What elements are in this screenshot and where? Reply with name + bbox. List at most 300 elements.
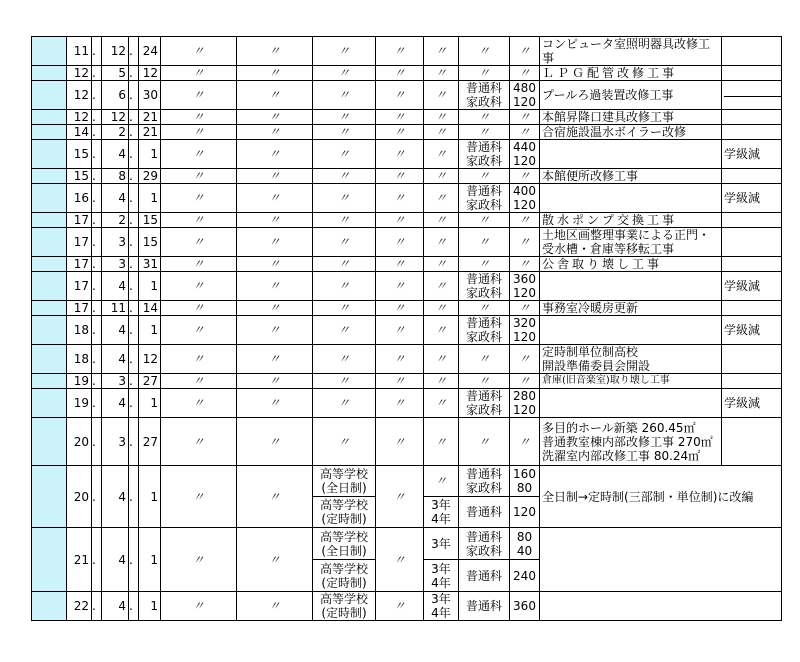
ditto-cell [376,110,424,125]
remark-cell [722,272,782,301]
ditto-mark: 〃 [337,147,350,161]
table-row [32,345,782,374]
ditto-cell [376,592,424,621]
ditto-cell [161,272,237,301]
ditto-cell [161,466,237,528]
ditto-cell [510,125,540,140]
ditto-mark: 〃 [434,191,447,205]
year-value: 12 [73,88,89,102]
department-value: 普通科 [465,568,502,583]
month-cell [102,169,129,184]
month-value: 4 [118,191,126,205]
row-lead-cell [32,528,67,592]
ditto-cell [237,592,313,621]
ditto-mark: 〃 [268,374,281,388]
ditto-mark: 〃 [192,66,205,80]
department-cell [459,592,510,621]
ditto-cell [424,272,459,301]
day-cell [139,272,161,301]
day-cell [139,213,161,228]
dot-cell: . [92,66,102,81]
ditto-mark: 〃 [518,66,531,80]
year-cell [67,418,92,466]
ditto-cell [237,169,313,184]
dot-cell: . [129,389,139,418]
note-cell [540,374,722,389]
dot-cell: . [92,316,102,345]
ditto-mark: 〃 [393,235,406,249]
ditto-cell [237,301,313,316]
day-value: 1 [150,396,158,410]
note-text: 合宿施設温水ボイラー改修 [542,125,687,139]
ditto-mark: 〃 [434,169,447,183]
table-row [32,213,782,228]
ditto-mark: 〃 [268,125,281,139]
ditto-cell [161,257,237,272]
ditto-mark: 〃 [477,66,490,80]
ditto-cell [237,466,313,528]
year-cell [67,374,92,389]
ditto-cell [459,345,510,374]
department-line: 普通科 [465,272,502,286]
ditto-cell [510,169,540,184]
day-value: 27 [142,374,158,388]
note-line: 普通教室棟内部改修工事 270㎡ [542,434,713,449]
capacity-line: 120 [513,403,536,417]
year-value: 11 [73,44,89,58]
day-cell [139,257,161,272]
ditto-mark: 〃 [434,396,447,410]
year-cell [67,110,92,125]
month-cell [102,257,129,272]
ditto-mark: 〃 [393,44,406,58]
ditto-mark: 〃 [268,169,281,183]
dot-cell: . [129,345,139,374]
ditto-mark: 〃 [337,125,350,139]
ditto-cell [459,374,510,389]
remark-cell [722,37,782,66]
ditto-mark: 〃 [337,374,350,388]
year-value: 15 [73,147,89,161]
capacity-line: 280 [513,389,536,403]
ditto-cell [161,301,237,316]
ditto-cell [161,528,237,592]
ditto-cell [313,213,376,228]
ditto-cell [424,418,459,466]
dot-cell: . [92,140,102,169]
ditto-cell [510,374,540,389]
month-value: 4 [118,552,126,567]
ditto-cell [424,110,459,125]
ditto-mark: 〃 [518,235,531,249]
ditto-mark: 〃 [434,474,447,488]
ditto-mark: 〃 [434,235,447,249]
dot-cell: . [129,301,139,316]
year-value: 12 [73,110,89,124]
dot-cell: . [92,125,102,140]
ditto-cell [237,125,313,140]
ditto-cell [424,257,459,272]
day-cell [139,125,161,140]
ditto-mark: 〃 [268,44,281,58]
department-line: 家政科 [465,198,502,212]
note-cell [540,140,722,169]
department-cell [459,560,510,592]
day-cell [139,592,161,621]
ditto-mark: 〃 [192,169,205,183]
grade-line: 3年 [431,498,451,512]
capacity-line: 40 [516,543,533,558]
ditto-mark: 〃 [518,257,531,271]
ditto-mark: 〃 [434,279,447,293]
ditto-cell [237,37,313,66]
school-history-table [31,36,782,621]
table-row [32,125,782,140]
school-line: (全日制) [321,543,367,558]
ditto-mark: 〃 [393,125,406,139]
ditto-mark: 〃 [477,301,490,315]
day-value: 12 [142,352,158,366]
dot-cell: . [92,110,102,125]
note-cell [540,257,722,272]
month-cell [102,592,129,621]
dot-cell: . [92,272,102,301]
department-cell [459,272,510,301]
month-cell [102,213,129,228]
ditto-cell [161,169,237,184]
ditto-cell [313,37,376,66]
ditto-mark: 〃 [477,352,490,366]
ditto-cell [313,301,376,316]
note-cell [540,345,722,374]
ditto-cell [376,257,424,272]
ditto-mark: 〃 [518,213,531,227]
ditto-mark: 〃 [434,110,447,124]
row-lead-cell [32,213,67,228]
ditto-mark: 〃 [393,396,406,410]
school-line: 高等学校 [319,529,368,544]
table-row [32,81,782,110]
ditto-cell [161,81,237,110]
department-line: 普通科 [465,316,502,330]
dot-cell: . [129,213,139,228]
ditto-mark: 〃 [268,301,281,315]
ditto-cell [376,272,424,301]
ditto-mark: 〃 [393,110,406,124]
ditto-cell [237,110,313,125]
ditto-cell [376,466,424,528]
ditto-mark: 〃 [192,88,205,102]
ditto-mark: 〃 [337,235,350,249]
ditto-mark: 〃 [434,374,447,388]
ditto-cell [161,140,237,169]
note-cell [540,301,722,316]
month-cell [102,66,129,81]
note-text: ＬＰＧ配管改修工事 [542,66,678,80]
ditto-cell [313,257,376,272]
day-value: 1 [150,279,158,293]
capacity-cell [510,592,540,621]
dot-cell: . [92,466,102,528]
month-value: 2 [118,125,126,139]
capacity-line: 120 [513,330,536,344]
department-line: 家政科 [465,403,502,417]
ditto-cell [237,184,313,213]
ditto-cell [459,257,510,272]
school-cell [313,466,376,497]
capacity-cell [510,560,540,592]
ditto-mark: 〃 [393,301,406,315]
year-cell [67,316,92,345]
day-cell [139,389,161,418]
school-line: (定時制) [321,512,367,526]
note-cell [540,272,722,301]
ditto-cell [237,81,313,110]
ditto-mark: 〃 [268,110,281,124]
day-value: 30 [142,88,158,102]
dot-cell: . [129,592,139,621]
department-line: 家政科 [465,154,502,168]
ditto-mark: 〃 [434,352,447,366]
note-cell [540,466,782,528]
table-row [32,184,782,213]
ditto-cell [161,213,237,228]
day-value: 1 [150,323,158,337]
department-cell [459,316,510,345]
year-value: 18 [73,323,89,337]
ditto-mark: 〃 [337,396,350,410]
ditto-mark: 〃 [268,352,281,366]
ditto-mark: 〃 [192,110,205,124]
day-cell [139,110,161,125]
capacity-line: 160 [513,467,536,481]
ditto-cell [510,110,540,125]
ditto-cell [376,374,424,389]
year-value: 17 [73,235,89,249]
dot-cell: . [92,213,102,228]
day-cell [139,228,161,257]
note-text: 本館昇降口建具改修工事 [542,110,675,124]
ditto-cell [237,528,313,592]
day-cell [139,140,161,169]
ditto-mark: 〃 [268,147,281,161]
month-value: 5 [118,66,126,80]
ditto-cell [510,37,540,66]
dot-cell: . [92,228,102,257]
ditto-mark: 〃 [337,110,350,124]
school-line: 高等学校 [319,561,368,576]
ditto-mark: 〃 [393,66,406,80]
department-cell [459,184,510,213]
ditto-cell [161,37,237,66]
table-row [32,374,782,389]
ditto-mark: 〃 [192,352,205,366]
row-lead-cell [32,316,67,345]
ditto-cell [313,418,376,466]
ditto-mark: 〃 [192,125,205,139]
note-cell [540,592,782,621]
ditto-mark: 〃 [393,279,406,293]
ditto-cell [376,301,424,316]
day-cell [139,345,161,374]
ditto-cell [510,418,540,466]
ditto-mark: 〃 [268,66,281,80]
capacity-line: 480 [513,81,536,95]
ditto-mark: 〃 [192,434,205,449]
row-lead-cell [32,272,67,301]
note-cell [540,184,722,213]
ditto-mark: 〃 [393,169,406,183]
month-cell [102,374,129,389]
ditto-mark: 〃 [477,235,490,249]
row-lead-cell [32,345,67,374]
table-row [32,592,782,621]
ditto-mark: 〃 [192,374,205,388]
month-cell [102,228,129,257]
row-lead-cell [32,592,67,621]
dot-cell: . [92,418,102,466]
year-cell [67,389,92,418]
year-cell [67,140,92,169]
department-line: 普通科 [465,529,502,544]
table-row [32,37,782,66]
month-cell [102,184,129,213]
ditto-cell [237,228,313,257]
table-row [32,110,782,125]
day-value: 24 [142,44,158,58]
grade-value: 3年 [431,536,451,551]
remark-cell [722,81,782,110]
day-cell [139,374,161,389]
month-cell [102,528,129,592]
year-value: 17 [73,213,89,227]
ditto-cell [313,169,376,184]
school-cell [313,528,376,560]
ditto-mark: 〃 [268,235,281,249]
month-value: 6 [118,88,126,102]
school-line: 高等学校 [319,592,368,606]
ditto-mark: 〃 [518,374,531,388]
capacity-cell [510,140,540,169]
ditto-mark: 〃 [268,279,281,293]
ditto-mark: 〃 [192,213,205,227]
note-cell [540,316,722,345]
ditto-mark: 〃 [393,88,406,102]
note-cell [540,528,782,592]
dot-cell: . [92,345,102,374]
ditto-cell [376,213,424,228]
ditto-mark: 〃 [268,434,281,449]
dot-cell: . [129,418,139,466]
remark-divider [724,96,781,97]
ditto-cell [161,374,237,389]
year-value: 21 [73,552,89,567]
row-lead-cell [32,389,67,418]
day-value: 29 [142,169,158,183]
ditto-mark: 〃 [434,301,447,315]
year-cell [67,66,92,81]
day-cell [139,528,161,592]
year-cell [67,213,92,228]
dot-cell: . [129,316,139,345]
year-cell [67,125,92,140]
ditto-mark: 〃 [518,301,531,315]
department-line: 普通科 [465,467,502,481]
month-value: 12 [110,110,126,124]
month-value: 4 [118,279,126,293]
department-value: 普通科 [465,505,502,519]
note-text: プールろ過装置改修工事 [542,88,674,102]
dot-cell: . [92,374,102,389]
ditto-mark: 〃 [434,147,447,161]
month-cell [102,37,129,66]
remark-cell [722,110,782,125]
ditto-cell [237,316,313,345]
row-lead-cell [32,110,67,125]
department-line: 普通科 [465,184,502,198]
day-value: 27 [142,434,158,449]
ditto-cell [424,213,459,228]
day-cell [139,37,161,66]
department-line: 家政科 [465,286,502,300]
remark-text: 学級減 [724,323,761,337]
department-cell [459,497,510,528]
department-line: 家政科 [465,330,502,344]
ditto-cell [424,389,459,418]
capacity-line: 440 [513,140,536,154]
note-line: 多目的ホール新築 260.45㎡ [542,420,696,435]
month-value: 3 [118,374,126,388]
ditto-cell [459,228,510,257]
row-lead-cell [32,228,67,257]
month-value: 3 [118,434,126,449]
ditto-cell [237,345,313,374]
ditto-mark: 〃 [337,191,350,205]
note-text: 本館便所改修工事 [542,169,639,183]
ditto-cell [510,66,540,81]
ditto-cell [161,184,237,213]
ditto-mark: 〃 [268,191,281,205]
year-cell [67,345,92,374]
department-cell [459,140,510,169]
note-line: 定時制単位制高校 [542,345,639,359]
ditto-cell [313,228,376,257]
ditto-cell [376,389,424,418]
ditto-mark: 〃 [393,374,406,388]
year-value: 20 [73,434,89,449]
capacity-line: 120 [513,198,536,212]
note-cell [540,37,722,66]
month-cell [102,389,129,418]
capacity-line: 400 [513,184,536,198]
remark-cell [722,184,782,213]
month-value: 4 [118,352,126,366]
month-value: 4 [118,323,126,337]
ditto-mark: 〃 [393,552,406,567]
day-cell [139,169,161,184]
note-cell [540,125,722,140]
row-lead-cell [32,466,67,528]
ditto-mark: 〃 [477,213,490,227]
ditto-mark: 〃 [477,110,490,124]
ditto-cell [424,81,459,110]
ditto-cell [313,389,376,418]
ditto-cell [376,140,424,169]
ditto-cell [459,66,510,81]
row-lead-cell [32,140,67,169]
grade-line: 3年 [431,592,451,606]
ditto-cell [376,345,424,374]
